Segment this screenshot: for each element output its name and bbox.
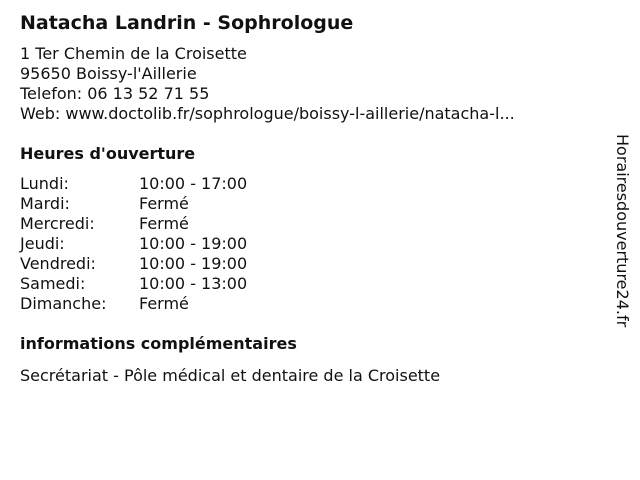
hours-row-thursday xyxy=(20,234,600,254)
hours-value: 10:00 - 13:00 xyxy=(139,274,248,293)
hours-value: 10:00 - 19:00 xyxy=(139,254,248,273)
day-label: Samedi: xyxy=(20,274,86,293)
business-card xyxy=(20,10,600,386)
day-label: Lundi: xyxy=(20,174,69,193)
hours-row-sunday xyxy=(20,294,600,314)
day-label: Jeudi: xyxy=(20,234,65,253)
hours-row-friday xyxy=(20,254,600,274)
hours-section-title: Heures d'ouverture xyxy=(20,144,196,163)
day-label: Mercredi: xyxy=(20,214,95,233)
day-label: Dimanche: xyxy=(20,294,107,313)
address-line-1: 1 Ter Chemin de la Croisette xyxy=(20,44,247,63)
hours-value: 10:00 - 17:00 xyxy=(139,174,248,193)
hours-value: Fermé xyxy=(139,294,189,313)
hours-table xyxy=(20,174,600,314)
website-line: Web: www.doctolib.fr/sophrologue/boissy-l-aillerie/natacha-l... xyxy=(20,104,515,123)
phone-line: Telefon: 06 13 52 71 55 xyxy=(20,84,210,103)
hours-row-wednesday xyxy=(20,214,600,234)
hours-row-saturday xyxy=(20,274,600,294)
hours-value: Fermé xyxy=(139,194,189,213)
vertical-brand-text: Horairesdouverture24.fr xyxy=(613,134,632,328)
day-label: Mardi: xyxy=(20,194,70,213)
business-title: Natacha Landrin - Sophrologue xyxy=(20,12,354,34)
address-line-2: 95650 Boissy-l'Aillerie xyxy=(20,64,197,83)
info-text: Secrétariat - Pôle médical et dentaire de la Croisette xyxy=(20,366,441,385)
hours-value: 10:00 - 19:00 xyxy=(139,234,248,253)
hours-row-monday xyxy=(20,174,600,194)
info-section-title: informations complémentaires xyxy=(20,334,297,353)
hours-row-tuesday xyxy=(20,194,600,214)
hours-value: Fermé xyxy=(139,214,189,233)
day-label: Vendredi: xyxy=(20,254,96,273)
